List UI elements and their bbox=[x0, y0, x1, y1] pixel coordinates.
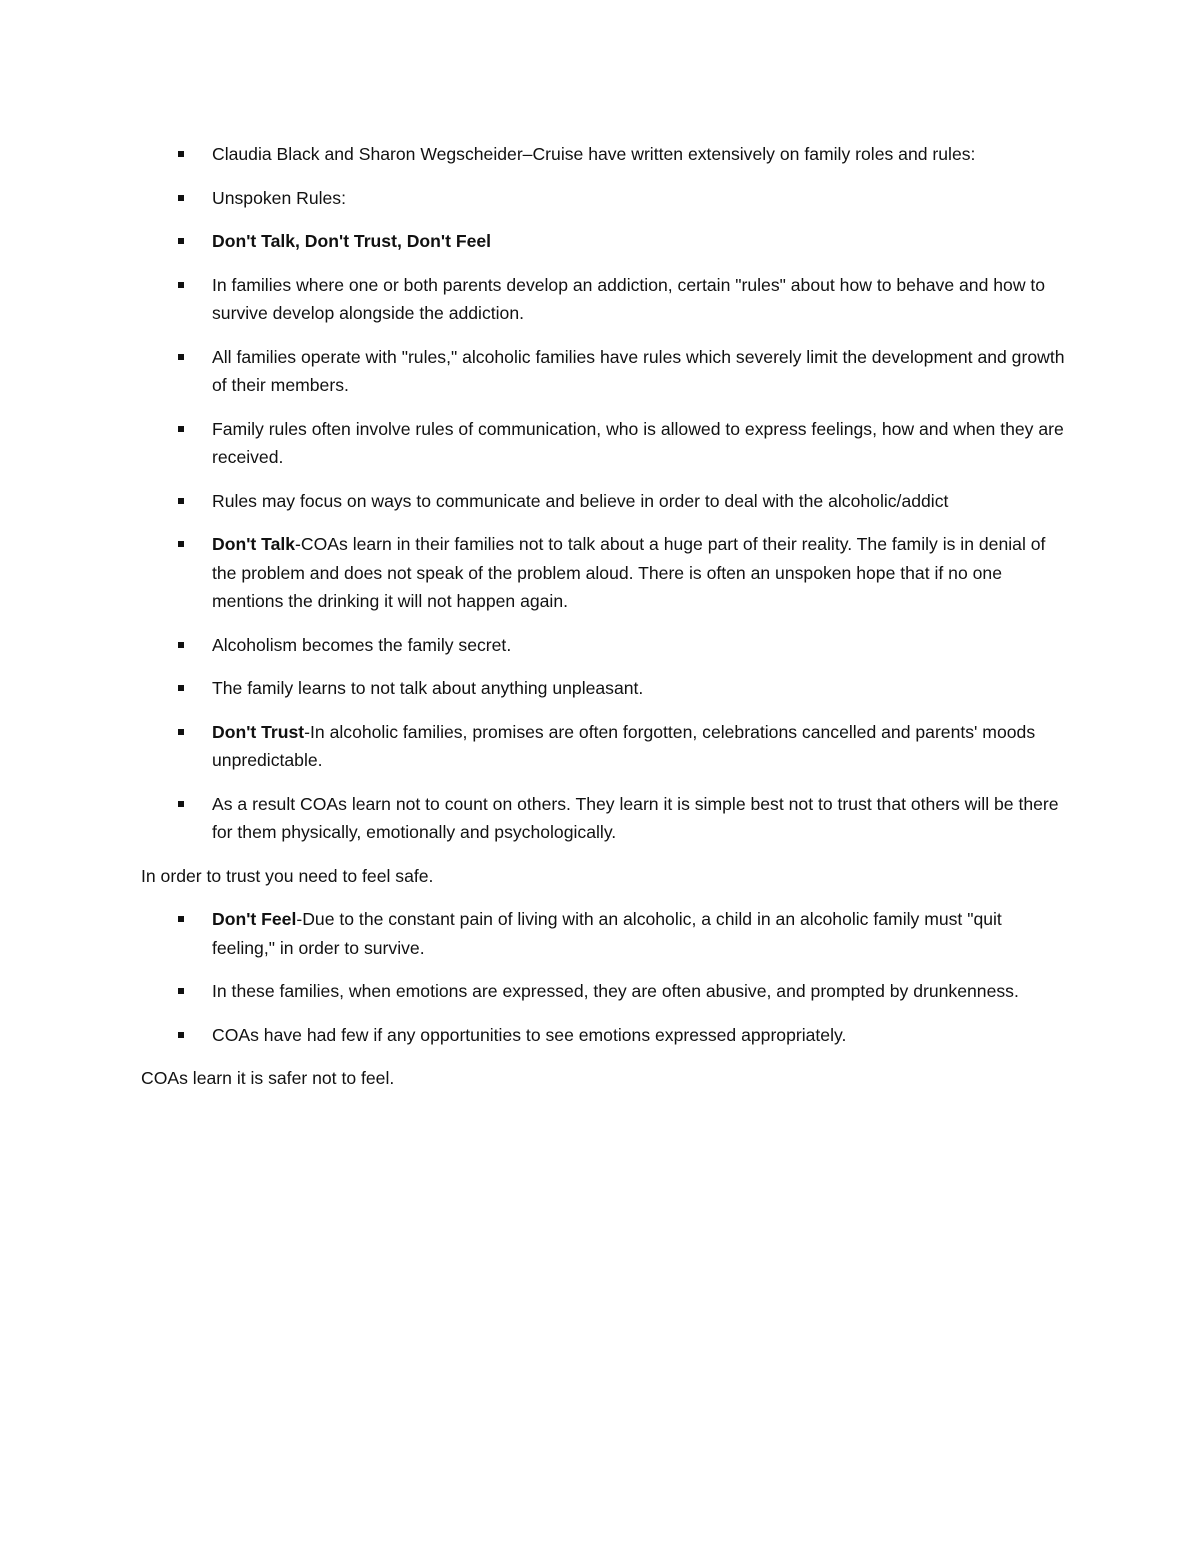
list-item: Rules may focus on ways to communicate and believe in order to deal with the alcoholic/addict bbox=[141, 487, 1066, 516]
square-bullet-icon bbox=[178, 498, 184, 504]
square-bullet-icon bbox=[178, 354, 184, 360]
paragraph-conclusion: COAs learn it is safer not to feel. bbox=[141, 1068, 395, 1088]
paragraph-trust: In order to trust you need to feel safe. bbox=[141, 865, 434, 886]
list-item: All families operate with "rules," alcoholic families have rules which severely limit the development and growth of their members. bbox=[141, 343, 1066, 400]
list-item: Alcoholism becomes the family secret. bbox=[141, 631, 1066, 660]
list-item: Unspoken Rules: bbox=[141, 184, 1066, 213]
list-item: Don't Talk-COAs learn in their families not to talk about a huge part of their reality. The family is in denial of the problem and does not speak of the problem aloud. There is often an unspoken hope that if no one mentions the drinking it will not happen again. bbox=[141, 530, 1066, 616]
list-item: Claudia Black and Sharon Wegscheider–Cruise have written extensively on family roles and rules: bbox=[141, 140, 1066, 169]
square-bullet-icon bbox=[178, 541, 184, 547]
list-item: Don't Talk, Don't Trust, Don't Feel bbox=[141, 227, 1066, 256]
list-item: In these families, when emotions are expressed, they are often abusive, and prompted by drunkenness. bbox=[141, 977, 1066, 1006]
square-bullet-icon bbox=[178, 151, 184, 157]
list-item: Family rules often involve rules of communication, who is allowed to express feelings, how and when they are received. bbox=[141, 415, 1066, 472]
list-item: Don't Trust-In alcoholic families, promises are often forgotten, celebrations cancelled and parents' moods unpredictable. bbox=[141, 718, 1066, 775]
list-item: In families where one or both parents develop an addiction, certain "rules" about how to behave and how to survive develop alongside the addiction. bbox=[141, 271, 1066, 328]
list-item: Don't Feel-Due to the constant pain of living with an alcoholic, a child in an alcoholic family must "quit feeling," in order to survive. bbox=[141, 905, 1066, 962]
bullet-list-rules bbox=[141, 140, 1066, 847]
document-body bbox=[141, 140, 1066, 1108]
square-bullet-icon bbox=[178, 916, 184, 922]
square-bullet-icon bbox=[178, 426, 184, 432]
square-bullet-icon bbox=[178, 801, 184, 807]
square-bullet-icon bbox=[178, 282, 184, 288]
list-item: COAs have had few if any opportunities to see emotions expressed appropriately. bbox=[141, 1021, 1066, 1050]
square-bullet-icon bbox=[178, 685, 184, 691]
list-item: The family learns to not talk about anything unpleasant. bbox=[141, 674, 1066, 703]
list-item: As a result COAs learn not to count on others. They learn it is simple best not to trust that others will be there for them physically, emotionally and psychologically. bbox=[141, 790, 1066, 847]
bullet-list-feel bbox=[141, 905, 1066, 1049]
square-bullet-icon bbox=[178, 642, 184, 648]
square-bullet-icon bbox=[178, 195, 184, 201]
square-bullet-icon bbox=[178, 1032, 184, 1038]
square-bullet-icon bbox=[178, 729, 184, 735]
square-bullet-icon bbox=[178, 988, 184, 994]
square-bullet-icon bbox=[178, 238, 184, 244]
